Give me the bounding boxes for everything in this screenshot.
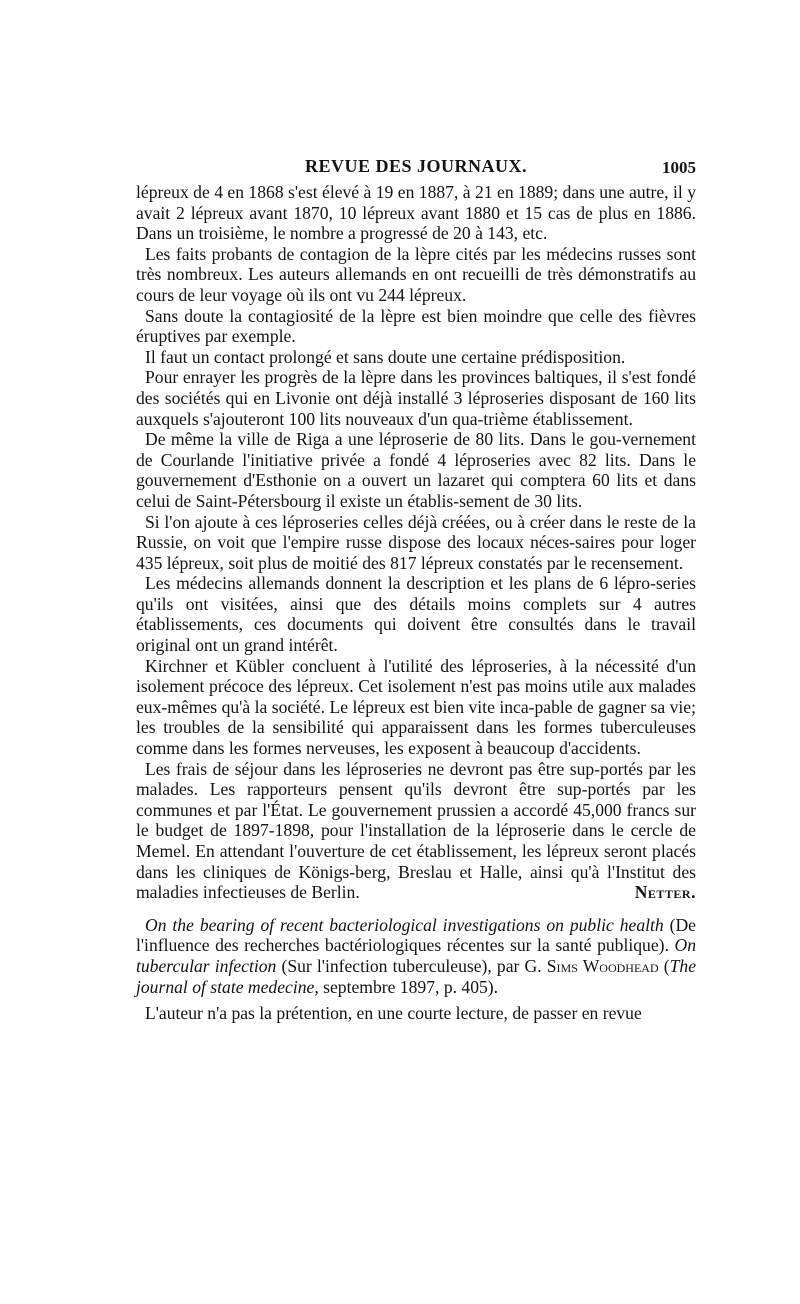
paragraph: Pour enrayer les progrès de la lèpre dans les provinces baltiques, il s'est fondé des sociétés qui en Livonie ont déjà installé 3 léproseries disposant de 160 lits auxquels s'ajouteront 100 lits nouveaux d'un qua-trième établissement. (136, 367, 696, 429)
paragraph-continued: L'auteur n'a pas la prétention, en une courte lecture, de passer en revue (145, 1003, 642, 1024)
paragraph: De même la ville de Riga a une léproserie de 80 lits. Dans le gou-vernement de Courlande l'initiative privée a fondé 4 léproseries avec 82 lits. Dans le gouvernement d'Esthonie on a ouvert un lazaret qui comptera 60 lits et dans celui de Saint-Pétersbourg il existe un établis-sement de 30 lits. (136, 429, 696, 511)
reference-title-2: On tubercular infection (136, 935, 696, 976)
paragraph: Les médecins allemands donnent la description et les plans de 6 lépro-series qu'ils ont visitées, ainsi que des détails moins complets sur 4 autres établissements, ces documents qui doivent être consultés dans le travail original ont un grand intérêt. (136, 573, 696, 656)
reference-paren: ( (658, 955, 670, 976)
article-body (136, 182, 696, 1024)
running-title: REVUE DES JOURNAUX. (304, 156, 528, 176)
paragraph: Si l'on ajoute à ces léproseries celles déjà créées, ou à créer dans le reste de la Russie, on voit que l'empire russe dispose des locaux néces-saires pour loger 435 lépreux, soit plus de moitié des 817 lépreux constatés par le recensement. (136, 511, 696, 573)
bibliographic-reference (136, 915, 696, 997)
page-header (136, 156, 696, 180)
page-number: 1005 (662, 158, 696, 177)
section-spacer (136, 903, 696, 915)
reference-journal: The journal of state medecine (136, 955, 697, 997)
signature: Netter. (634, 882, 696, 903)
reference-translation-1: (De l'influence des recherches bactériologiques récentes sur la santé publique). (136, 914, 696, 956)
reference-author: Sims Woodhead (546, 955, 659, 976)
paragraph: Il faut un contact prolongé et sans doute une certaine prédisposition. (145, 346, 626, 367)
paragraph-with-signature (136, 759, 696, 903)
reference-details: , septembre 1897, p. 405). (314, 976, 499, 997)
paragraph-text: Les frais de séjour dans les léproseries ne devront pas être sup-portés par les malades. Les rapporteurs pensent qu'ils devront être sup-portés par les communes et par l'État. Le gouvernement prussien a accordé 45,000 francs sur le budget de 1897-1898, pour l'installation de la léproserie dans le cercle de Memel. En attendant l'ouverture de cet établissement, les lépreux seront placés dans les cliniques de Königs-berg, Breslau et Halle, ainsi qu'à l'Institut des maladies infectieuses de Berlin. (136, 758, 696, 903)
reference-translation-2: (Sur l'infection tuberculeuse), par G. (276, 955, 547, 976)
paragraph: lépreux de 4 en 1868 s'est élevé à 19 en 1887, à 21 en 1889; dans une autre, il y avait 2 lépreux avant 1870, 10 lépreux avant 1880 et 15 cas de plus en 1886. Dans un troisième, le nombre a progressé de 20 à 143, etc. (136, 182, 696, 244)
reference-title-1: On the bearing of recent bacteriological investigations on public health (145, 914, 664, 935)
paragraph: Les faits probants de contagion de la lèpre cités par les médecins russes sont très nombreux. Les auteurs allemands en ont recueilli de très démonstratifs au cours de leur voyage où ils ont vu 244 lépreux. (136, 243, 696, 305)
paragraph: Sans doute la contagiosité de la lèpre est bien moindre que celle des fièvres éruptives par exemple. (136, 305, 696, 347)
paragraph: Kirchner et Kübler concluent à l'utilité des léproseries, à la nécessité d'un isolement précoce des lépreux. Cet isolement n'est pas moins utile aux malades eux-mêmes qu'à la société. Le lépreux est bien vite inca-pable de gagner sa vie; les troubles de la sensibilité qui apparaissent dans les formes tuberculeuses comme dans les formes nerveuses, les exposent à beaucoup d'accidents. (136, 655, 696, 759)
